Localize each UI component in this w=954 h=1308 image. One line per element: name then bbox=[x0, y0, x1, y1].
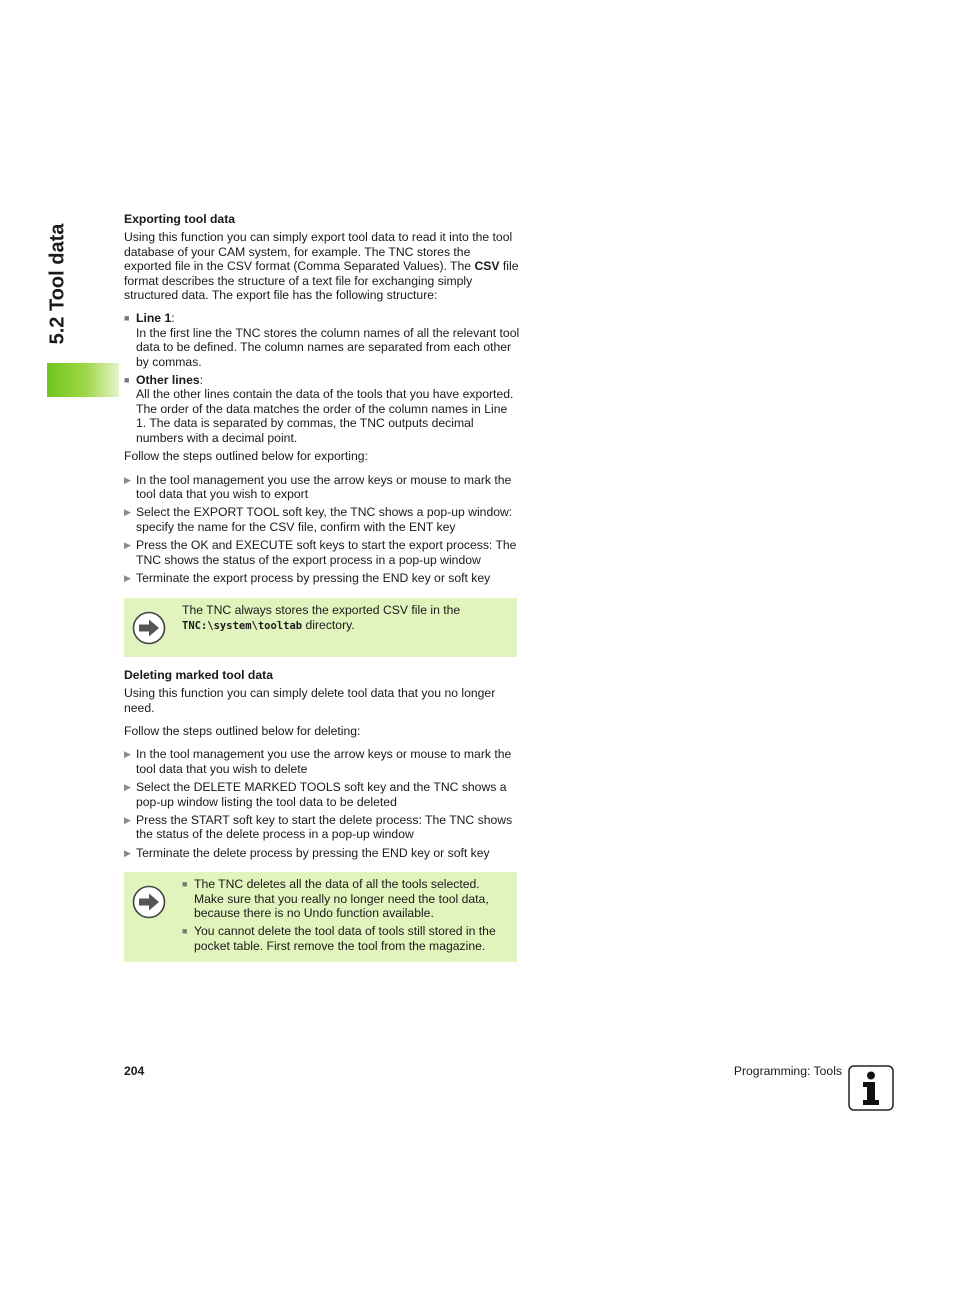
delete-intro: Using this function you can simply delete tool data that you no longer need. bbox=[124, 686, 496, 715]
square-bullet-icon: ■ bbox=[124, 375, 130, 386]
triangle-bullet-icon: ▶ bbox=[124, 847, 131, 858]
structure-term: Other lines bbox=[136, 373, 200, 388]
triangle-bullet-icon: ▶ bbox=[124, 474, 131, 485]
list-item: ▶ Terminate the export process by pressing the END key or soft key bbox=[124, 570, 491, 585]
note-text bbox=[182, 877, 511, 953]
export-follow: Follow the steps outlined below for exporting: bbox=[124, 449, 368, 464]
structure-item-line1: ■ Line 1: In the first line the TNC stores the column names of all the relevant tool data to be defined. The column names are separated from each other by commas. bbox=[124, 311, 520, 369]
square-bullet-icon: ■ bbox=[182, 879, 188, 890]
export-heading: Exporting tool data bbox=[124, 212, 236, 226]
arrow-right-circle-icon bbox=[132, 603, 182, 648]
export-note bbox=[124, 598, 517, 656]
info-icon bbox=[848, 1065, 894, 1111]
note-text: The TNC always stores the exported CSV file in the TNC:\system\tooltab directory. bbox=[182, 603, 461, 632]
triangle-bullet-icon: ▶ bbox=[124, 815, 131, 825]
triangle-bullet-icon: ▶ bbox=[124, 782, 131, 793]
list-item: ▶ Terminate the delete process by pressing the END key or soft key bbox=[124, 845, 490, 860]
square-bullet-icon: ■ bbox=[124, 313, 130, 324]
chapter-title: Programming: Tools bbox=[733, 1064, 842, 1078]
delete-follow: Follow the steps outlined below for deleting: bbox=[124, 723, 361, 738]
page-number: 204 bbox=[124, 1064, 145, 1078]
arrow-right-circle-icon bbox=[132, 877, 182, 953]
list-item: ■ You cannot delete the tool data of tools still stored in the pocket table. First remove the tool from the magazine. bbox=[182, 924, 496, 953]
path-code: TNC:\system\tooltab bbox=[182, 619, 303, 632]
structure-desc: In the first line the TNC stores the column names of all the relevant tool data to be defined. The column names are separated from each other by commas. bbox=[136, 325, 520, 369]
section-title: 5.2 Tool data bbox=[46, 223, 69, 345]
structure-term: Line 1 bbox=[136, 311, 172, 326]
main-content bbox=[124, 212, 520, 973]
delete-steps bbox=[124, 747, 520, 860]
delete-note bbox=[124, 872, 517, 962]
triangle-bullet-icon: ▶ bbox=[124, 540, 131, 551]
list-item: ▶ Select the DELETE MARKED TOOLS soft key and the TNC shows a pop-up window listing the tool data to be deleted bbox=[124, 780, 507, 809]
list-item: ▶ In the tool management you use the arrow keys or mouse to mark the tool data that you wish to export bbox=[124, 472, 512, 501]
triangle-bullet-icon: ▶ bbox=[124, 507, 131, 518]
triangle-bullet-icon: ▶ bbox=[124, 749, 131, 760]
list-item: ▶ Press the OK and EXECUTE soft keys to start the export process: The TNC shows the status of the export process in a pop-up window bbox=[124, 538, 517, 567]
structure-desc: All the other lines contain the data of the tools that you have exported. The order of the data matches the order of the column names in Line 1. The data is separated by commas, the TNC outputs decimal numbers with a decimal point. bbox=[136, 387, 514, 445]
structure-item-other-lines: ■ Other lines: All the other lines contain the data of the tools that you have exported. The order of the data matches the order of the column names in Line 1. The data is separated by commas, the TNC outputs decimal numbers with a decimal point. bbox=[124, 373, 520, 445]
export-steps bbox=[124, 473, 520, 586]
list-item: ▶ Press the START soft key to start the delete process: The TNC shows the status of the delete process in a pop-up window bbox=[124, 813, 513, 842]
delete-heading: Deleting marked tool data bbox=[124, 667, 273, 682]
triangle-bullet-icon: ▶ bbox=[124, 572, 131, 583]
list-item: ▶ In the tool management you use the arrow keys or mouse to mark the tool data that you wish to delete bbox=[124, 747, 512, 776]
list-item: ▶ Select the EXPORT TOOL soft key, the TNC shows a pop-up window: specify the name for the CSV file, confirm with the ENT key bbox=[124, 505, 513, 534]
square-bullet-icon: ■ bbox=[182, 926, 188, 937]
export-intro: Using this function you can simply export tool data to read it into the tool database of your CAM system, for example. The TNC stores the exported file in the CSV format (Comma Separated Values). The CSV file format describes the structure of a text file for exchanging simply structured data. The export file has the following structure: bbox=[124, 230, 519, 303]
list-item: ■ The TNC deletes all the data of all the tools selected. Make sure that you really no longer need the tool data, because there is no Undo function available. bbox=[182, 877, 489, 921]
section-color-bar bbox=[47, 363, 119, 397]
